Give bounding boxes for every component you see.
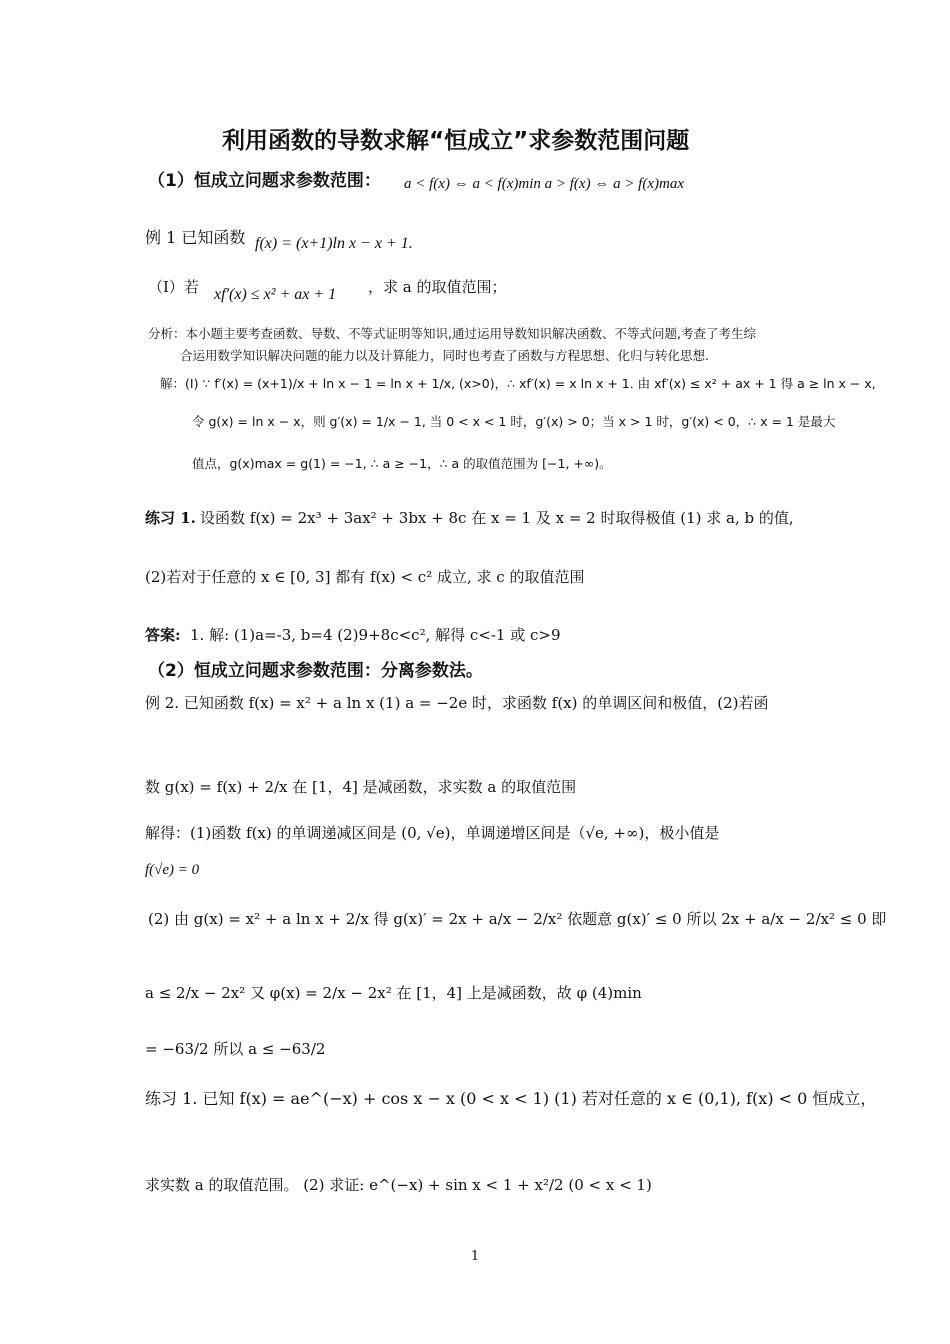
example2-solution-line-5: = −63/2 所以 a ≤ −63/2: [145, 1040, 326, 1058]
exercise2-line-2: 求实数 a 的取值范围。 (2) 求证: e^(−x) + sin x < 1 + x²/2 (0 < x < 1): [145, 1176, 652, 1194]
example2-line-1: 例 2. 已知函数 f(x) = x² + a ln x (1) a = −2e 时，求函数 f(x) 的单调区间和极值，(2)若函: [145, 694, 769, 712]
analysis-line-2: 合运用数学知识解决问题的能力以及计算能力，同时也考查了函数与方程思想、化归与转化思想.: [180, 348, 709, 363]
exercise1-answer-label: 答案:: [145, 626, 181, 644]
exercise2-line-1: 练习 1. 已知 f(x) = ae^(−x) + cos x − x (0 < x < 1) (1) 若对任意的 x ∈ (0,1), f(x) < 0 恒成立，: [145, 1089, 877, 1108]
example2-solution-line-1: 解得：(1)函数 f(x) 的单调递减区间是 (0, √e)，单调递增区间是（√e, +∞)，极小值是: [145, 824, 720, 842]
page-title: 利用函数的导数求解“恒成立”求参数范围问题: [222, 128, 690, 154]
example2-solution-line-4: a ≤ 2/x − 2x² 又 φ(x) = 2/x − 2x² 在 [1，4] 上是减函数，故 φ (4)min: [145, 984, 642, 1002]
solution-line-1: 解：(Ⅰ) ∵ f′(x) = (x+1)/x + ln x − 1 = ln x + 1/x, (x>0)，∴ xf′(x) = x ln x + 1. 由 xf′(x) ≤ x² + ax + 1 得 a ≥ ln x − x,: [160, 376, 876, 391]
section1-heading: （1）恒成立问题求参数范围：: [148, 171, 381, 191]
example1-function: f(x) = (x+1)ln x − x + 1.: [255, 235, 413, 252]
example2-solution-line-2: f(√e) = 0: [145, 862, 200, 878]
page-number: 1: [470, 1249, 480, 1264]
example1-part1-condition: xf′(x) ≤ x² + ax + 1: [214, 286, 337, 303]
example1-part1-label: （Ⅰ）若: [148, 278, 199, 296]
exercise1-line-2: (2)若对于任意的 x ∈ [0, 3] 都有 f(x) < c² 成立, 求 c 的取值范围: [145, 568, 585, 586]
example1-intro: 例 1 已知函数: [145, 228, 246, 247]
example2-solution-line-3: (2) 由 g(x) = x² + a ln x + 2/x 得 g(x)′ = 2x + a/x − 2/x² 依题意 g(x)′ ≤ 0 所以 2x + a/x − 2/x² ≤ 0 即: [148, 910, 887, 928]
exercise1-line-1: 设函数 f(x) = 2x³ + 3ax² + 3bx + 8c 在 x = 1 及 x = 2 时取得极值 (1) 求 a, b 的值,: [200, 509, 794, 527]
section1-formula: a < f(x) ⇔ a < f(x)min a > f(x) ⇔ a > f(x)max: [404, 176, 684, 192]
solution-line-2: 令 g(x) = ln x − x，则 g′(x) = 1/x − 1, 当 0 < x < 1 时，g′(x) > 0；当 x > 1 时，g′(x) < 0，∴ x = 1 是最大: [192, 414, 836, 429]
solution-line-3: 值点，g(x)max = g(1) = −1, ∴ a ≥ −1，∴ a 的取值范围为 [−1, +∞)。: [192, 456, 612, 471]
exercise1-label: 练习 1.: [145, 509, 196, 527]
example1-part1-ask: ，求 a 的取值范围；: [368, 278, 507, 296]
exercise1-answer: 1. 解: (1)a=-3, b=4 (2)9+8c<c², 解得 c<-1 或 c>9: [190, 626, 561, 644]
example2-line-2: 数 g(x) = f(x) + 2/x 在 [1，4] 是减函数，求实数 a 的取值范围: [145, 778, 577, 796]
section2-heading: （2）恒成立问题求参数范围：分离参数法。: [148, 661, 483, 681]
analysis-line-1: 分析：本小题主要考查函数、导数、不等式证明等知识,通过运用导数知识解决函数、不等式问题,考查了考生综: [148, 326, 756, 341]
